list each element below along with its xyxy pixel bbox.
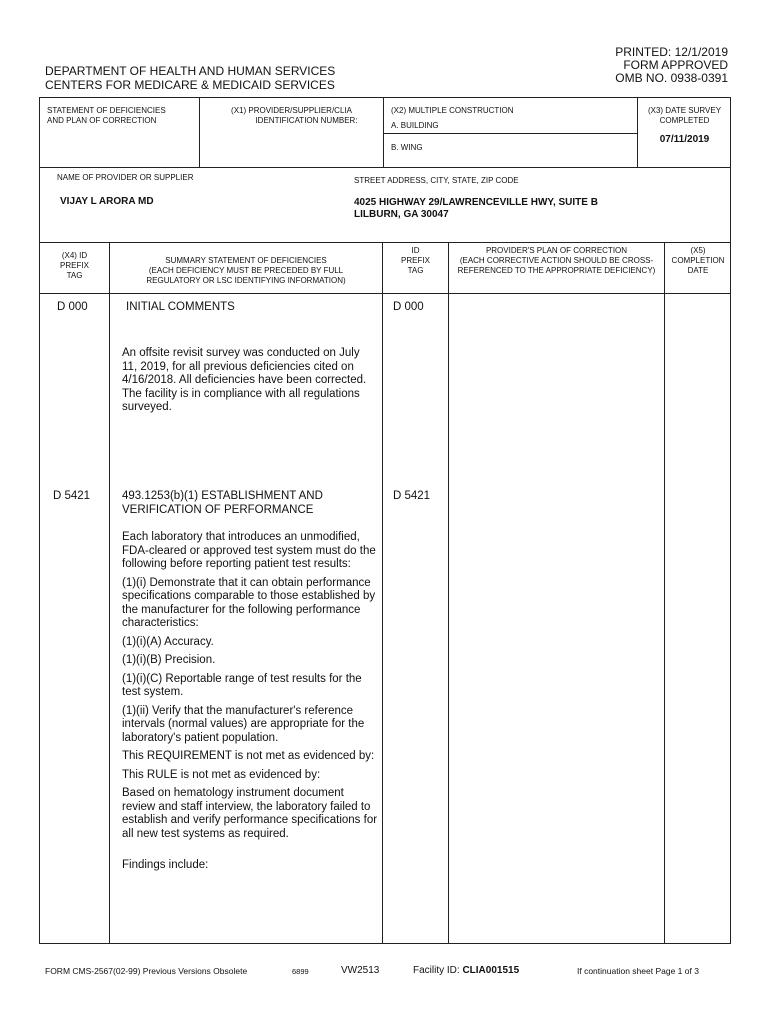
entry-body [122, 531, 378, 878]
footer-code-1: 6899 [292, 967, 309, 976]
x2-wing: B. WING [391, 143, 423, 152]
agency-header [45, 64, 335, 92]
entry-paragraph: Findings include: [122, 859, 209, 871]
entry-paragraph: Based on hematology instrument document review and staff interview, the laboratory failed to establish and verify performance specifications for all new test systems as required. [122, 787, 378, 840]
entry-paragraph: (1)(ii) Verify that the manufacturer's reference intervals (normal values) are appropriate for the laboratory's patient population. [122, 704, 365, 744]
x2-building: A. BUILDING [391, 121, 439, 130]
col-header-id: ID PREFIX TAG [401, 246, 430, 275]
survey-completed-date: 07/11/2019 [659, 134, 710, 145]
form-footer-code: FORM CMS-2567(02-99) Previous Versions Obsolete [45, 966, 248, 976]
entry-id-tag: D 000 [393, 301, 424, 313]
x3-label: (X3) DATE SURVEY COMPLETED [647, 106, 722, 125]
entry-paragraph: (1)(i)(C) Reportable range of test results for the test system. [122, 672, 362, 698]
x2-label: (X2) MULTIPLE CONSTRUCTION [391, 106, 514, 115]
entry-paragraph: Each laboratory that introduces an unmodified, FDA-cleared or approved test system must do the following before reporting patient test results: [122, 531, 376, 570]
entry-paragraph: (1)(i)(B) Precision. [122, 654, 216, 666]
entry-title: 493.1253(b)(1) ESTABLISHMENT AND VERIFICATION OF PERFORMANCE [122, 490, 323, 516]
entry-tag: D 5421 [53, 490, 91, 502]
provider-address: 4025 HIGHWAY 29/LAWRENCEVILLE HWY, SUITE B LILBURN, GA 30047 [354, 197, 598, 220]
agency-line-1: DEPARTMENT OF HEALTH AND HUMAN SERVICES [45, 64, 336, 78]
form-approval-header [615, 46, 728, 85]
col-header-x5: (X5) COMPLETION DATE [671, 246, 725, 275]
address-label: STREET ADDRESS, CITY, STATE, ZIP CODE [354, 176, 519, 185]
form-approved: FORM APPROVED [623, 58, 728, 72]
entry-text: An offsite revisit survey was conducted on July 11, 2019, for all previous deficiencies cited on 4/16/2018. All deficiencies have been corrected. The facility is in compliance with all regulations surveyed. [122, 347, 367, 413]
col-header-plan: PROVIDER'S PLAN OF CORRECTION (EACH CORRECTIVE ACTION SHOULD BE CROSS- REFERENCED TO THE APPROPRIATE DEFICIENCY) [457, 246, 656, 275]
facility-id-label: Facility ID: [413, 965, 460, 976]
entry-id-tag: D 5421 [393, 490, 431, 502]
entry-tag: D 000 [57, 301, 88, 313]
entry-paragraph: (1)(i) Demonstrate that it can obtain performance specifications comparable to those established by the manufacturer for the following performance characteristics: [122, 576, 376, 629]
statement-label: STATEMENT OF DEFICIENCIES AND PLAN OF CORRECTION [47, 106, 166, 125]
continuation-note: If continuation sheet Page 1 of 3 [577, 966, 699, 976]
printed-date: PRINTED: 12/1/2019 [615, 45, 728, 59]
omb-number: OMB NO. 0938-0391 [615, 71, 728, 85]
entry-paragraph: This RULE is not met as evidenced by: [122, 768, 321, 781]
entry-paragraph: This REQUIREMENT is not met as evidenced by: [122, 750, 375, 762]
footer-code-2: VW2513 [341, 965, 380, 976]
entry-title: INITIAL COMMENTS [126, 301, 235, 313]
entry-paragraph: (1)(i)(A) Accuracy. [122, 635, 214, 648]
provider-name: VIJAY L ARORA MD [60, 196, 154, 207]
col-header-summary: SUMMARY STATEMENT OF DEFICIENCIES (EACH DEFICIENCY MUST BE PRECEDED BY FULL REGULATORY OR LSC IDENTIFYING INFORMATION) [146, 256, 346, 285]
facility-id-value: CLIA001515 [462, 965, 520, 976]
x1-label: (X1) PROVIDER/SUPPLIER/CLIA IDENTIFICATION NUMBER: [231, 106, 358, 125]
facility-id [413, 965, 519, 976]
provider-name-label: NAME OF PROVIDER OR SUPPLIER [57, 173, 194, 182]
col-header-x4: (X4) ID PREFIX TAG [60, 251, 89, 280]
agency-line-2: CENTERS FOR MEDICARE & MEDICAID SERVICES [45, 78, 335, 92]
